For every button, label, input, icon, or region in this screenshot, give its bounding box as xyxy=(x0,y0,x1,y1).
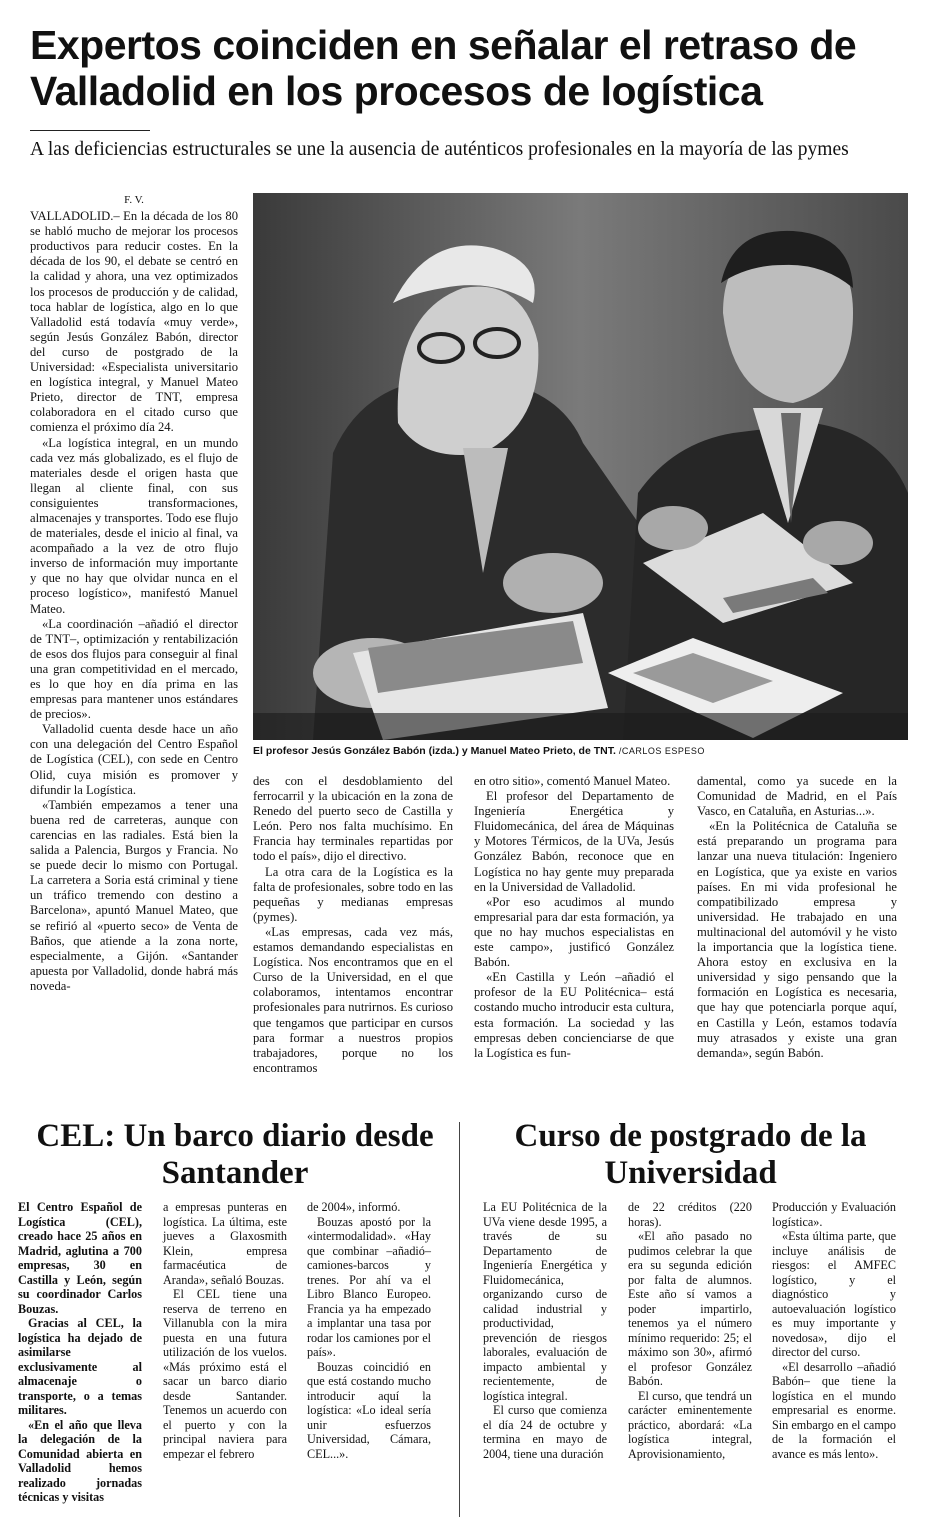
headline-rule xyxy=(30,130,150,131)
paragraph: Gracias al CEL, la logística ha dejado de asimilarse exclusivamente al almacenaje o transporte, o a temas militares. xyxy=(18,1316,142,1417)
column-divider xyxy=(459,1122,460,1517)
paragraph: de 22 créditos (220 horas). xyxy=(628,1200,752,1229)
paragraph: «La logística integral, en un mundo cada vez más globalizado, es el flujo de materiales desde el origen hasta que llegan al cliente final, con sus consiguientes transformaciones, almacenajes y transportes. Todo ese flujo de materiales, desde el inicio al final, va acompañado a la vez de otro flujo inverso de información muy importante y que no hay que olvidar nunca en el proceso logístico», manifestó Manuel Mateo. xyxy=(30,435,238,616)
paragraph: «El año pasado no pudimos celebrar la que era su segunda edición por falta de alumnos. Este año sí vamos a poder impartirlo, tenemos ya el número mínimo requerido: 25; el máximo son 30», afirmó el profesor González Babón. xyxy=(628,1229,752,1388)
article-col-2 xyxy=(253,774,453,1076)
article-col-4 xyxy=(697,774,897,1061)
caption-text: El profesor Jesús González Babón (izda.) y Manuel Mateo Prieto, de TNT. xyxy=(253,745,616,757)
sidebar-right-col-3 xyxy=(772,1200,896,1461)
paragraph: «Esta última parte, que incluye análisis de riesgos: el AMFEC logístico, y el diagnóstico y autoevaluación logístico es muy importante y novedosa», dijo el director del curso. xyxy=(772,1229,896,1359)
photo-illustration xyxy=(253,193,908,740)
sidebar-left-col-2 xyxy=(163,1200,287,1461)
paragraph: El CEL tiene una reserva de terreno en Villanubla con la mira puesta en una futura utilización de los vuelos. «Más próximo está el sacar un barco diario desde Santander. Tenemos un acuerdo con el puerto y con la principal naviera para empezar el febrero xyxy=(163,1287,287,1461)
subheadline: A las deficiencias estructurales se une la ausencia de auténticos profesionales en la mayoría de las pymes xyxy=(30,139,849,160)
photo-credit: /CARLOS ESPESO xyxy=(618,746,705,756)
paragraph: «El desarrollo –añadió Babón– que tiene la logística en el mundo empresarial es enorme. Sin embargo en el campo de la formación el avance es más lento». xyxy=(772,1359,896,1461)
paragraph: «En la Politécnica de Cataluña se está preparando un programa para lanzar una nueva titulación: Ingeniero en Logística, que ya existe en varios países. En mi vida profesional he compatibilizado empresa y universidad. He trabajado en una multinacional del automóvil y he visto la importancia que la logística tiene. Ahora estoy en exclusiva en la universidad y sigo pensando que la formación en Logística es necesaria, que hay que potenciarla porque aquí, en Castilla y León, estamos todavía muy atrasados y existe una gran demanda», según Babón. xyxy=(697,819,897,1060)
headline: Expertos coinciden en señalar el retraso de Valladolid en los procesos de logística xyxy=(30,22,857,114)
paragraph: Producción y Evaluación logística». xyxy=(772,1200,896,1229)
byline: F. V. xyxy=(124,194,144,206)
sidebar-right-col-1 xyxy=(483,1200,607,1461)
paragraph: «La coordinación –añadió el director de TNT–, optimización y rentabilización de esos dos flujos para conseguir al final una gran competitividad en el mercado, es lo que hoy en día prima en las empresas para mantener unos estándares de precios». xyxy=(30,616,238,722)
article-col-3 xyxy=(474,774,674,1061)
sidebar-right-col-2 xyxy=(628,1200,752,1461)
sidebar-left-title: CEL: Un barco diario desde Santander xyxy=(36,1118,434,1191)
news-photo xyxy=(253,193,908,740)
sidebar-right-title: Curso de postgrado de la Universidad xyxy=(514,1118,867,1191)
paragraph: damental, como ya sucede en la Comunidad de Madrid, en el País Vasco, en Cataluña, en Asturias...». xyxy=(697,774,897,819)
paragraph: des con el desdoblamiento del ferrocarril y la ubicación en la zona de Renedo del puerto seco de Castilla y León. Pero nos falta muchísimo. En Francia hay terminales repartidas por todo el país», dijo el directivo. xyxy=(253,774,453,864)
sidebar-left-col-3 xyxy=(307,1200,431,1461)
paragraph: La otra cara de la Logística es la falta de profesionales, sobre todo en las pequeñas y medianas empresas (pymes). xyxy=(253,864,453,924)
paragraph: «En el año que lleva la delegación de la Comunidad abierta en Valladolid hemos realizado jornadas técnicas y visitas xyxy=(18,1417,142,1504)
paragraph: La EU Politécnica de la UVa viene desde 1995, a través de su Departamento de Ingeniería Energética y Fluidomecánica, organizando curso de calidad industrial y productividad, prevención de riesgos laborales, evaluación de impacto ambiental y recientemente, de logística integral. xyxy=(483,1200,607,1403)
paragraph: en otro sitio», comentó Manuel Mateo. xyxy=(474,774,671,788)
photo-caption xyxy=(253,745,908,757)
paragraph: a empresas punteras en logística. La última, este jueves a Glaxosmith Klein, empresa farmacéutica de Aranda», señaló Bouzas. xyxy=(163,1200,287,1287)
paragraph: «Por eso acudimos al mundo empresarial para dar esta formación, ya que no hay muchos especialistas en este campo», justificó González Babón. xyxy=(474,894,674,970)
paragraph: Valladolid cuenta desde hace un año con una delegación del Centro Español de Logística (CEL), con sede en Centro Olid, cuya misión es promover y difundir la Logística. xyxy=(30,722,238,797)
paragraph: El Centro Español de Logística (CEL), creado hace 25 años en Madrid, aglutina a 700 empresas, 30 en Castilla y León, según su coordinador Carlos Bouzas. xyxy=(18,1200,142,1316)
sidebar-left-col-1 xyxy=(18,1200,142,1505)
paragraph: El curso, que tendrá un carácter eminentemente práctico, abordará: «La logística integral, Aprovisionamiento, xyxy=(628,1388,752,1461)
paragraph: VALLADOLID.– En la década de los 80 se habló mucho de mejorar los procesos productivos para reducir costes. En la década de los 90, el debate se centró en la calidad y ahora, una vez optimizados los procesos de producción y de calidad, toca hablar de logística, algo en lo que Valladolid está todavía «muy verde», según Jesús González Babón, director del curso de postgrado de la Universidad: «Especialista universitario en logística integral, y Manuel Mateo Prieto, director de TNT, empresa colaboradora en el citado curso que comienza el próximo día 24. xyxy=(30,209,238,435)
paragraph: El curso que comienza el día 24 de octubre y termina en mayo de 2004, tiene una duración xyxy=(483,1403,607,1461)
article-col-1 xyxy=(30,193,238,994)
paragraph: «Las empresas, cada vez más, estamos demandando especialistas en Logística. Nos encontramos que en el Curso de la Universidad, en el que colaboramos, intentamos encontrar profesionales para nutrirnos. Es curioso que tengamos que participar en cursos para formar a nuestros propios trabajadores, porque no los encontramos xyxy=(253,924,453,1075)
paragraph: de 2004», informó. xyxy=(307,1200,401,1214)
paragraph: «En Castilla y León –añadió el profesor de la EU Politécnica– está costando mucho introducir esta cultura, esta formación. La sociedad y las empresas deben concienciarse de que la Logística es fun- xyxy=(474,970,674,1060)
paragraph: El profesor del Departamento de Ingeniería Energética y Fluidomecánica, del área de Máquinas y Motores Térmicos, de la UVa, Jesús González Babón, reconoce que en Logística no hay gente muy preparada en la Universidad de Valladolid. xyxy=(474,789,674,894)
paragraph: Bouzas coincidió en que está costando mucho introducir aquí la logística: «Lo ideal sería unir esfuerzos Universidad, Cámara, CEL...». xyxy=(307,1359,431,1461)
paragraph: «También empezamos a tener una buena red de carreteras, aunque con carencias en las radiales. Está bien la salida a Palencia, Burgos y Francia. No se puede decir lo mismo con Portugal. La carretera a Soria está criminal y tiene un tráfico tremendo con destino a Barcelona», apuntó Manuel Mateo, que se refirió al «puerto seco» de Venta de Baños, que atiende a la zona norte, especialmente, a Gijón. «Santander apuesta por Valladolid, donde habrá más noveda- xyxy=(30,797,238,993)
paragraph: Bouzas apostó por la «intermodalidad». «Hay que combinar –añadió– camiones-barcos y trenes. Por ahí va el Libro Blanco Europeo. Francia ya ha empezado a implantar una tasa por rodar los camiones por el país». xyxy=(307,1214,431,1359)
